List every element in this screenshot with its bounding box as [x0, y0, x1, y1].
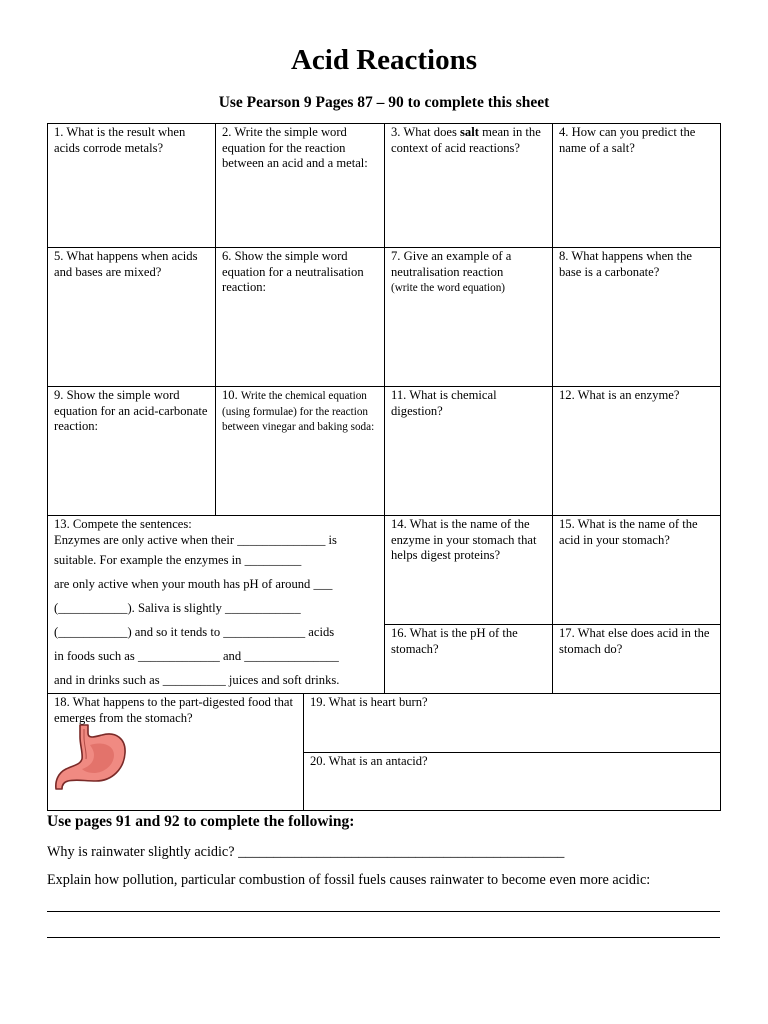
question-18-text: 18. What happens to the part-digested food that emerges from the stomach? — [54, 695, 293, 725]
question-10-number: 10. — [222, 388, 238, 402]
answer-line-1[interactable] — [47, 911, 720, 912]
question-4-cell[interactable] — [552, 123, 721, 248]
question-13-line-2: suitable. For example the enzymes in _________ — [54, 553, 302, 567]
question-1-cell[interactable] — [47, 123, 216, 248]
question-12-cell[interactable] — [552, 386, 721, 516]
question-13-line-3: are only active when your mouth has pH of around ___ — [54, 577, 333, 591]
question-4-text: 4. How can you predict the name of a salt? — [559, 125, 696, 155]
question-3-text-rest: mean in the context of acid reactions? — [391, 125, 541, 155]
question-20-text: 20. What is an antacid? — [310, 754, 428, 768]
question-13-cell[interactable] — [47, 515, 385, 694]
question-16-text: 16. What is the pH of the stomach? — [391, 626, 518, 656]
question-10-cell[interactable] — [215, 386, 385, 516]
question-11-text: 11. What is chemical digestion? — [391, 388, 497, 418]
page-subtitle: Use Pearson 9 Pages 87 – 90 to complete this sheet — [218, 94, 550, 111]
question-14-text: 14. What is the name of the enzyme in your stomach that helps digest proteins? — [391, 517, 537, 562]
page-title: Acid Reactions — [290, 44, 478, 76]
question-13-line-7: and in drinks such as __________ juices and soft drinks. — [54, 673, 340, 687]
question-19-cell[interactable] — [303, 693, 721, 753]
question-5-cell[interactable] — [47, 247, 216, 387]
question-7-note: (write the word equation) — [391, 282, 506, 294]
question-14-cell[interactable] — [384, 515, 553, 625]
question-13-line-1: Enzymes are only active when their ______________ is — [54, 532, 337, 547]
question-13-line-4: (___________). Saliva is slightly ____________ — [54, 601, 301, 615]
question-8-text: 8. What happens when the base is a carbonate? — [559, 249, 693, 279]
question-7-cell[interactable] — [384, 247, 553, 387]
question-20-cell[interactable] — [303, 752, 721, 811]
question-3-keyword: salt — [460, 125, 479, 139]
question-15-text: 15. What is the name of the acid in your stomach? — [559, 517, 698, 547]
question-9-cell[interactable] — [47, 386, 216, 516]
question-19-text: 19. What is heart burn? — [310, 695, 428, 709]
question-9-text: 9. Show the simple word equation for an acid-carbonate reaction: — [54, 388, 208, 433]
question-13-line-5: (___________) and so it tends to _____________ acids — [54, 625, 335, 639]
question-13-line-6: in foods such as _____________ and _______________ — [54, 649, 339, 663]
pollution-question[interactable]: Explain how pollution, particular combustion of fossil fuels causes rainwater to become even more acidic: — [47, 872, 651, 888]
question-16-cell[interactable] — [384, 624, 553, 694]
rainwater-question[interactable]: Why is rainwater slightly acidic? ______________________________________________ — [47, 844, 565, 860]
question-1-text: 1. What is the result when acids corrode metals? — [54, 125, 186, 155]
section-2-heading: Use pages 91 and 92 to complete the following: — [47, 813, 355, 830]
answer-line-2[interactable] — [47, 937, 720, 938]
question-7-text: 7. Give an example of a neutralisation reaction — [391, 249, 512, 279]
question-8-cell[interactable] — [552, 247, 721, 387]
question-10-text: Write the chemical equation (using formulae) for the reaction between vinegar and baking soda: — [222, 390, 375, 433]
question-13-heading: 13. Compete the sentences: — [54, 517, 192, 531]
question-5-text: 5. What happens when acids and bases are mixed? — [54, 249, 198, 279]
question-6-cell[interactable] — [215, 247, 385, 387]
question-11-cell[interactable] — [384, 386, 553, 516]
question-6-text: 6. Show the simple word equation for a neutralisation reaction: — [222, 249, 364, 294]
stomach-illustration — [54, 723, 128, 791]
question-12-text: 12. What is an enzyme? — [559, 388, 680, 402]
question-2-cell[interactable] — [215, 123, 385, 248]
stomach-shape — [56, 725, 125, 789]
question-17-text: 17. What else does acid in the stomach do? — [559, 626, 710, 656]
question-15-cell[interactable] — [552, 515, 721, 625]
question-2-text: 2. Write the simple word equation for the reaction between an acid and a metal: — [222, 125, 368, 170]
question-17-cell[interactable] — [552, 624, 721, 694]
question-3-text: 3. What does — [391, 125, 461, 139]
question-3-cell[interactable] — [384, 123, 553, 248]
